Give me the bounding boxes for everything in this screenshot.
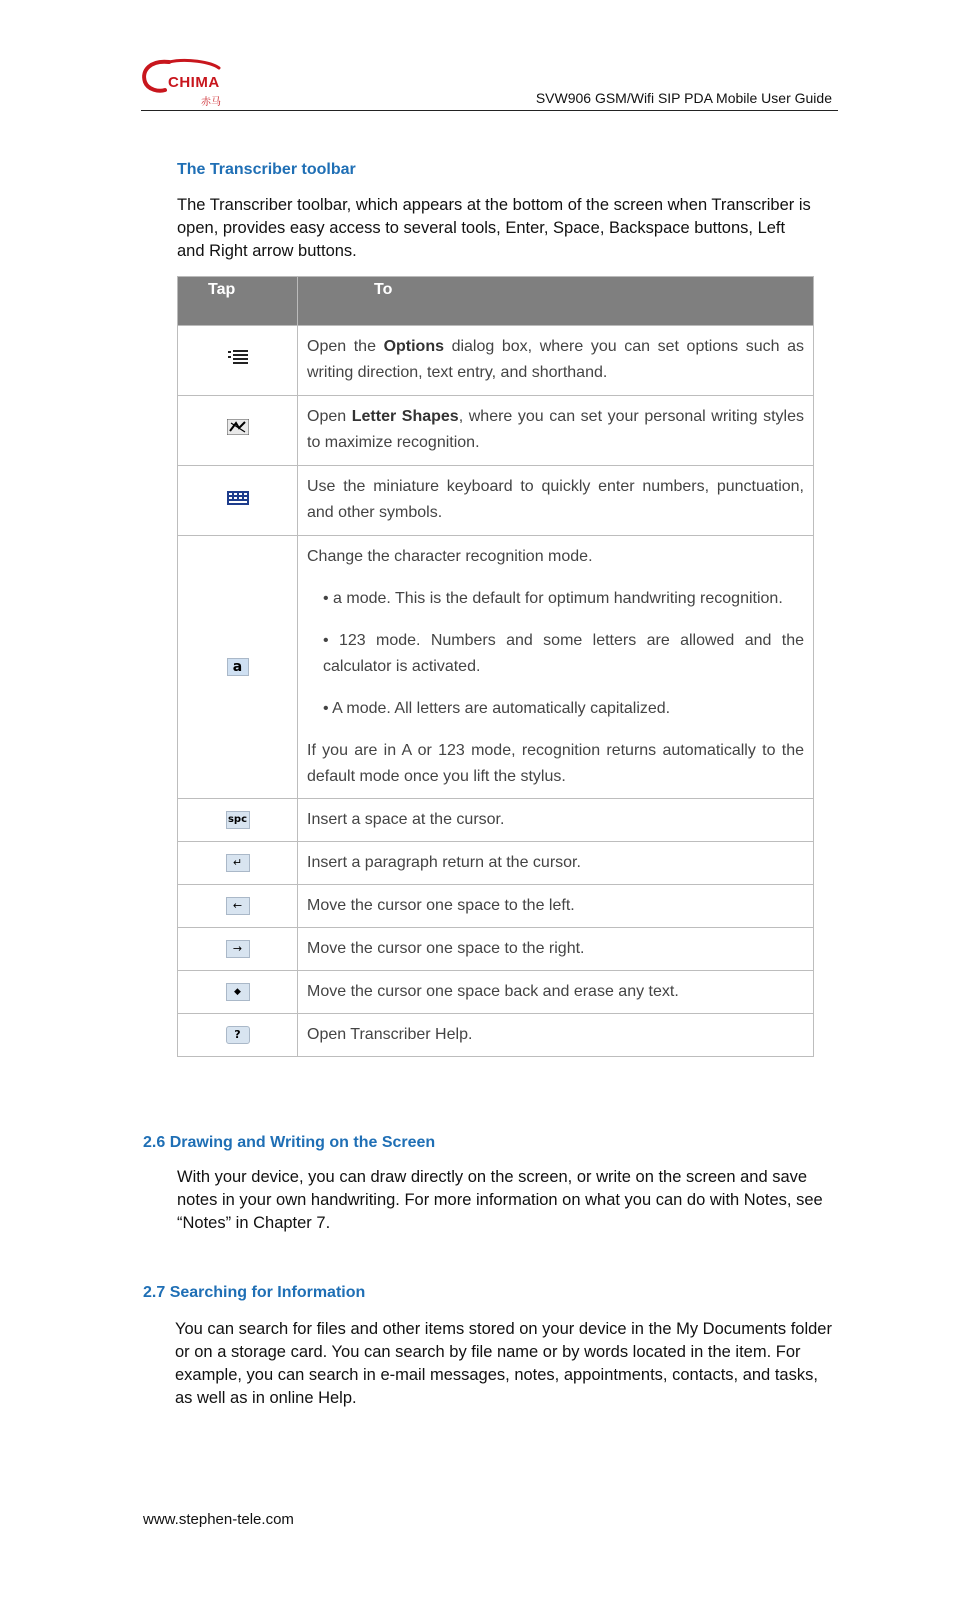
tap-cell: [178, 799, 298, 842]
to-cell: [298, 799, 814, 842]
row-text: Insert a paragraph return at the cursor.: [307, 854, 581, 871]
document-title: SVW906 GSM/Wifi SIP PDA Mobile User Guide: [535, 90, 832, 106]
table-row: [178, 1014, 814, 1057]
row-text: Move the cursor one space to the left.: [307, 897, 575, 914]
tap-cell: [178, 842, 298, 885]
table-row: [178, 928, 814, 971]
row-note: If you are in A or 123 mode, recognition returns automatically to the default mode once you lift the stylus.: [307, 742, 804, 785]
tap-cell: [178, 928, 298, 971]
toolbar-intro: The Transcriber toolbar, which appears at the bottom of the screen when Transcriber is open, provides easy access to several tools, Enter, Space, Backspace buttons, Left and Right arrow buttons.: [177, 196, 811, 260]
recognition-mode-icon: a: [227, 658, 249, 676]
row-bold-term: Letter Shapes: [351, 408, 459, 425]
tap-cell: [178, 396, 298, 466]
left-arrow-icon: ←: [226, 897, 250, 915]
row-text: Move the cursor one space to the right.: [307, 940, 585, 957]
table-row: [178, 842, 814, 885]
to-cell: [298, 1014, 814, 1057]
row-text: Insert a space at the cursor.: [307, 811, 505, 828]
bullet-item: • a mode. This is the default for optimum handwriting recognition.: [323, 590, 783, 607]
to-cell: [298, 326, 814, 396]
column-header-tap: Tap: [178, 277, 298, 326]
to-cell: [298, 971, 814, 1014]
table-row: [178, 536, 814, 799]
tap-cell: [178, 466, 298, 536]
tap-cell: [178, 1014, 298, 1057]
section-27-text: You can search for files and other items stored on your device in the My Documents folder or on a storage card. You can search by file name or by words located in the item. For example, you can search in e-mail messages, notes, appointments, contacts, and tasks, as well as in online Help.: [175, 1320, 832, 1407]
row-text: Open the: [307, 338, 384, 355]
space-icon: spc: [226, 811, 250, 829]
row-text: Open Transcriber Help.: [307, 1026, 473, 1043]
toolbar-table: [177, 276, 814, 1057]
row-text: Use the miniature keyboard to quickly enter numbers, punctuation, and other symbols.: [307, 478, 804, 521]
to-cell: [298, 842, 814, 885]
bullet-item: • A mode. All letters are automatically capitalized.: [323, 700, 671, 717]
keyboard-icon: [227, 492, 249, 509]
row-text: Move the cursor one space back and erase any text.: [307, 983, 679, 1000]
right-arrow-icon: →: [226, 940, 250, 958]
enter-icon: ↵: [226, 854, 250, 872]
table-row: [178, 326, 814, 396]
letter-shapes-icon: [227, 422, 249, 439]
row-text: Change the character recognition mode.: [307, 548, 593, 565]
to-cell: [298, 536, 814, 799]
tap-cell: [178, 326, 298, 396]
toolbar-heading: The Transcriber toolbar: [177, 161, 356, 178]
logo-subtext: 赤马: [201, 97, 221, 108]
row-text: dialog box, where you can set options such as writing direction, text entry, and shorthand.: [307, 338, 804, 381]
to-cell: [298, 885, 814, 928]
tap-cell: [178, 971, 298, 1014]
column-header-to: To: [298, 277, 814, 326]
page-header: [141, 50, 838, 111]
backspace-icon: ◆: [226, 983, 250, 1001]
logo-text: CHIMA: [168, 74, 220, 91]
to-cell: [298, 396, 814, 466]
help-icon: ?: [226, 1026, 250, 1044]
table-row: [178, 885, 814, 928]
section-26-text: With your device, you can draw directly on the screen, or write on the screen and save notes in your own handwriting. For more information on what you can do with Notes, see “Notes” in Chapter 7.: [177, 1168, 823, 1232]
table-row: [178, 971, 814, 1014]
table-row: [178, 466, 814, 536]
bullet-item: • 123 mode. Numbers and some letters are allowed and the calculator is activated.: [323, 632, 804, 675]
row-text: Open: [307, 408, 352, 425]
footer-url: www.stephen-tele.com: [143, 1511, 294, 1528]
table-row: [178, 396, 814, 466]
table-row: [178, 799, 814, 842]
to-cell: [298, 928, 814, 971]
tap-cell: [178, 536, 298, 799]
section-27-heading: 2.7 Searching for Information: [143, 1284, 366, 1301]
to-cell: [298, 466, 814, 536]
table-header-row: [178, 277, 814, 326]
chima-logo: [141, 56, 231, 106]
row-bold-term: Options: [383, 338, 444, 355]
tap-cell: [178, 885, 298, 928]
options-icon: [228, 352, 248, 369]
row-text: , where you can set your personal writing styles to maximize recognition.: [307, 408, 805, 451]
section-26-heading: 2.6 Drawing and Writing on the Screen: [143, 1134, 436, 1151]
